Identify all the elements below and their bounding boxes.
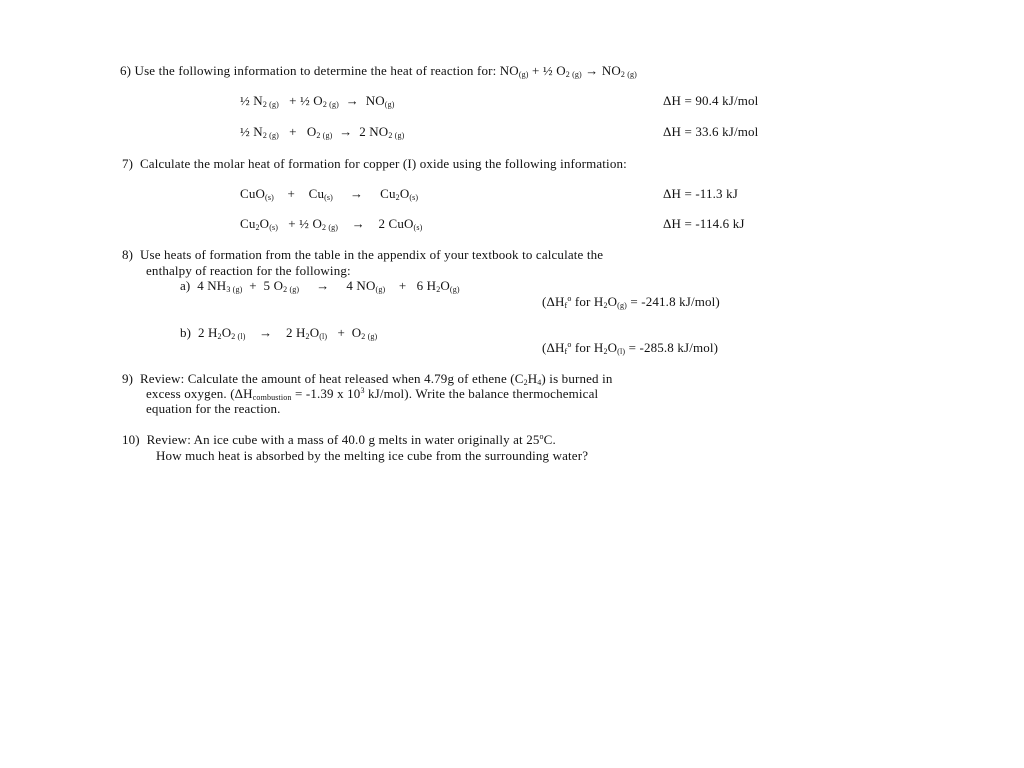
q6-equation-2: ½ $N_{2 (g)}$ + $O_{2 (g)} \to 2$ $NO_{2 (g)}$: [240, 124, 405, 140]
question-8-prompt-line-1: 8) Use heats of formation from the table in the appendix of your textbook to calculate the: [122, 247, 604, 262]
q8a-equation: a) 4 $NH_{3 (g)} + 5$ $O_{2 (g)}$ → 4 $NO_{(g)}$ + 6 $H_2O_{(g)}$: [180, 278, 460, 294]
question-10-line-2: How much heat is absorbed by the melting ice cube from the surrounding water?: [156, 448, 589, 463]
q7-eq2-enthalpy: ΔH = -114.6 kJ: [663, 216, 745, 231]
question-9-line-1: 9) Review: Calculate the amount of heat released when 4.79g of ethene $(C_2H_4)$ is burned in: [122, 371, 613, 387]
q6-eq2-enthalpy: ΔH = 33.6 kJ/mol: [663, 124, 759, 139]
question-6-prompt: 6) Use the following information to determine the heat of reaction for: $NO_{(g)}$ + ½ $O_{2 (g)} \to NO_{2 (g)}$: [120, 63, 637, 79]
question-8-prompt-line-2: enthalpy of reaction for the following:: [146, 263, 351, 278]
question-9-line-3: equation for the reaction.: [146, 401, 281, 416]
question-7-prompt: 7) Calculate the molar heat of formation for copper (I) oxide using the following information:: [122, 156, 627, 171]
q6-eq1-enthalpy: ΔH = 90.4 kJ/mol: [663, 93, 759, 108]
question-10-line-1: 10) Review: An ice cube with a mass of 40.0 g melts in water originally at 25$^o$C.: [122, 432, 556, 447]
question-9-line-2: excess oxygen. ($\Delta H_{combustion} = -1.39$ x $10^3$ kJ/mol). Write the balance thermochemical: [146, 386, 599, 402]
q8a-enthalpy-note: ($\Delta H_f^o$ for $H_2O_{(g)} = -241.8$ kJ/mol): [542, 294, 720, 310]
q8b-equation: b) 2 $H_2O_{2 (l)}$ → 2 $H_2O_{(l)}$ + $O_{2 (g)}$: [180, 325, 378, 341]
q7-equation-1: CuO$_{(s)}$ + $Cu_{(s)}$ → $Cu_2O_{(s)}$: [240, 186, 419, 202]
q7-eq1-enthalpy: ΔH = -11.3 kJ: [663, 186, 738, 201]
q6-target-equation: $NO_{(g)}$ + ½ $O_{2 (g)} \to NO_{2 (g)}$: [499, 63, 637, 79]
q8b-enthalpy-note: ($\Delta H_f^o$ for $H_2O_{(l)} = -285.8$ kJ/mol): [542, 340, 719, 356]
q7-equation-2: $Cu_2O_{(s)}$ + ½ $O_{2 (g)}$ → 2 CuO$_{(s)}$: [240, 216, 423, 232]
q6-equation-1: ½ $N_{2 (g)}$ + ½ $O_{2 (g)} \to NO_{(g)}$: [240, 93, 395, 109]
